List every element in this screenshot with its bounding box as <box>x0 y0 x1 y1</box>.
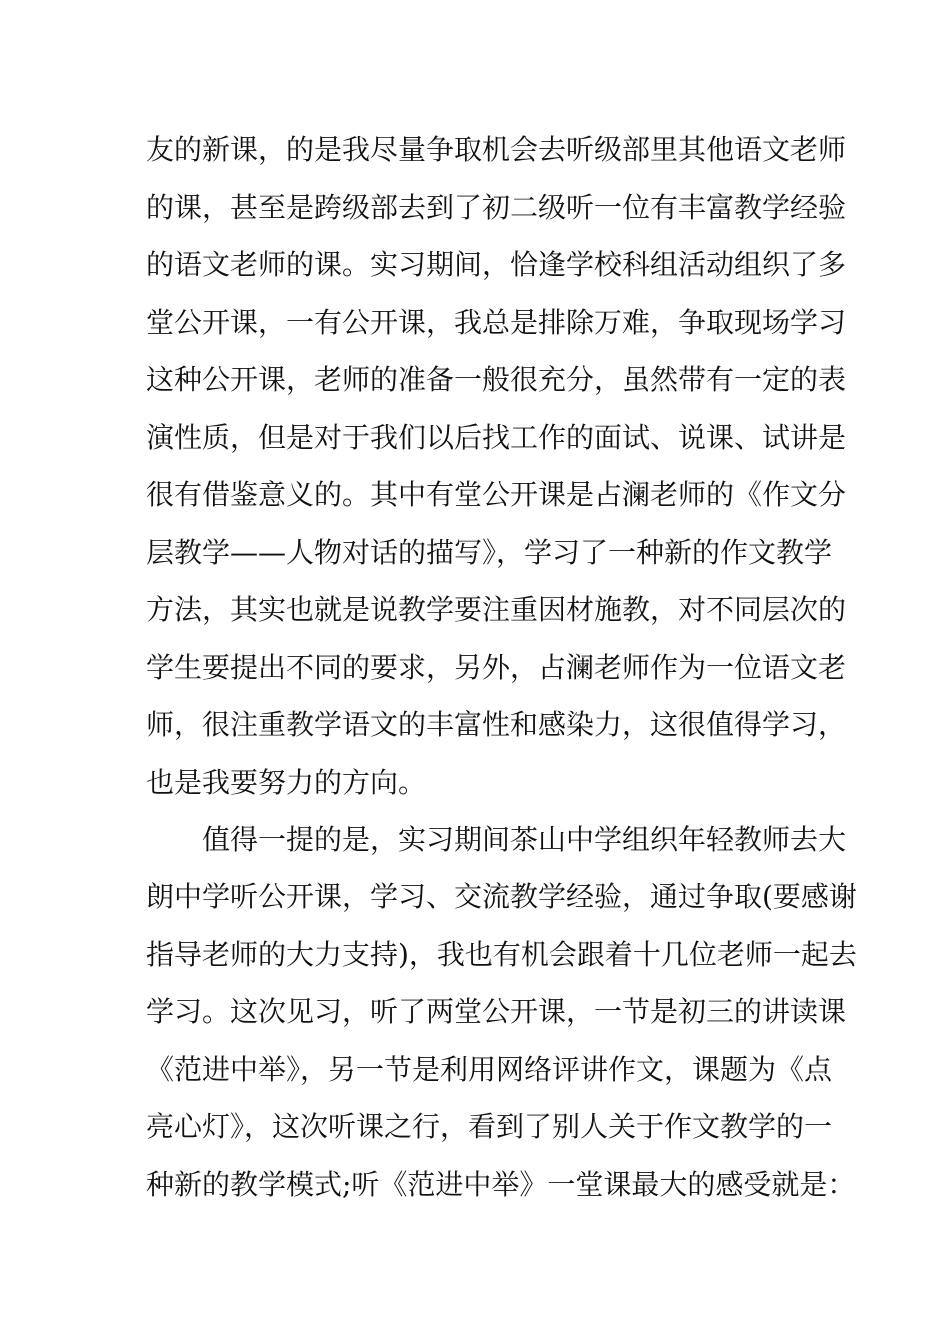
text-line: 方法，其实也就是说教学要注重因材施教，对不同层次的 <box>146 593 847 626</box>
text-line: 值得一提的是，实习期间茶山中学组织年轻教师去大 <box>202 823 847 856</box>
text-line: 的课，甚至是跨级部去到了初二级听一位有丰富教学经验 <box>146 191 847 224</box>
text-line: 指导老师的大力支持)，我也有机会跟着十几位老师一起去 <box>146 938 857 971</box>
text-line: 友的新课，的是我尽量争取机会去听级部里其他语文老师 <box>146 133 847 166</box>
text-line: 种新的教学模式;听《范进中举》一堂课最大的感受就是： <box>146 1168 856 1201</box>
text-line: 亮心灯》，这次听课之行，看到了别人关于作文教学的一 <box>146 1110 833 1143</box>
text-line: 堂公开课，一有公开课，我总是排除万难，争取现场学习 <box>146 306 847 339</box>
text-line: 演性质，但是对于我们以后找工作的面试、说课、试讲是 <box>146 421 847 454</box>
text-line: 很有借鉴意义的。其中有堂公开课是占澜老师的《作文分 <box>146 478 847 511</box>
text-line: 也是我要努力的方向。 <box>146 766 427 799</box>
text-line: 《范进中举》，另一节是利用网络评讲作文，课题为《点 <box>146 1053 833 1086</box>
text-line: 的语文老师的课。实习期间，恰逢学校科组活动组织了多 <box>146 248 847 281</box>
text-line: 层教学——人物对话的描写》，学习了一种新的作文教学 <box>146 536 833 569</box>
text-line: 朗中学听公开课，学习、交流教学经验，通过争取(要感谢 <box>146 880 857 913</box>
text-line: 学习。这次见习，听了两堂公开课，一节是初三的讲读课 <box>146 995 847 1028</box>
text-line: 学生要提出不同的要求，另外，占澜老师作为一位语文老 <box>146 651 847 684</box>
text-line: 师，很注重教学语文的丰富性和感染力，这很值得学习， <box>146 708 847 741</box>
text-line: 这种公开课，老师的准备一般很充分，虽然带有一定的表 <box>146 363 847 396</box>
